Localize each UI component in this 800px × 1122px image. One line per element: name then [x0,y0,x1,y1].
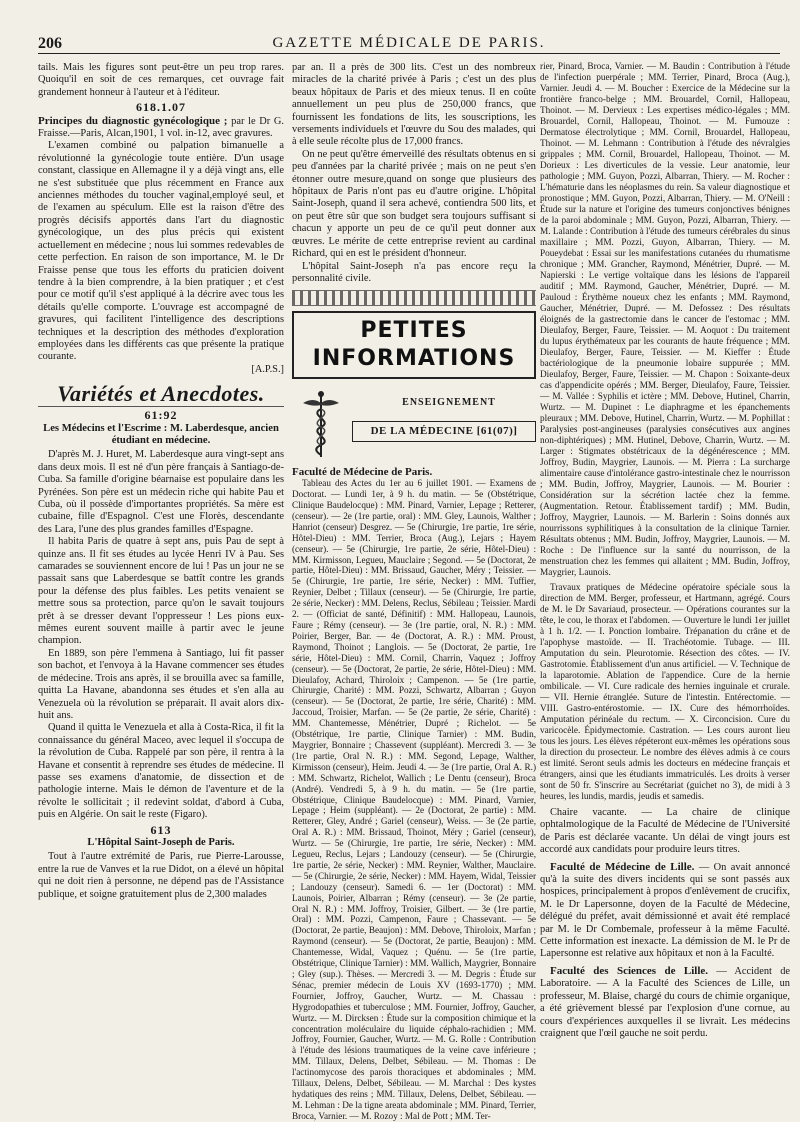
anecdote-paragraph: Quand il quitta le Venezuela et alla à Costa-Rica, il fit la connaissance du général Maceo, avec lequel il s'occupa de la révolution de Cuba. Rappelé par son père, il rentra à la Havane et consentit à reprendre ses études de médecine. Il passe ses examens d'anatomie, de dissection et de pathologie interne. Mais le démon de l'aventure et de la révolte le sollicitait ; il redevint soldat, d'abord à Cuba, puis en Algérie. On sait le reste (Figaro). [38,722,284,821]
caduceus-icon [298,389,344,459]
anecdote-title: L'Hôpital Saint-Joseph de Paris. [87,836,235,848]
anecdote-paragraph: Il habita Paris de quatre à sept ans, puis Pau de sept à quinze ans. Il fit ses études au lycée Henri IV à Pau. Ses camarades se souviennent encore de lui ! Pas un jour ne se passait sans que Laberdesque se battît contre les grands pour la défense des plus faibles. Les petits venaient se mettre sous sa protection, parce qu'on le savait toujours prêt à se dresser devant l'oppresseur ! Les pions eux-mêmes eurent souvent maille à partir avec le jeune champion. [38,536,284,647]
travaux-pratiques: Travaux pratiques de Médecine opératoire spéciale sous la direction de MM. Berger, professeur, et Hartmann, agrégé. Cours de M. le Dr Savariaud, prosecteur. — Opérations courantes sur la tête, le cou, le thorax et l'abdomen. — Ouverture le lundi 1er juillet à 1 h. 1/2. — I. Ponction lombaire. Trépanation du crâne et de l'apophyse mastoïde. — II. Trachéotomie. Tubage. — III. Amputation du sein. Pleurotomie. Résection des côtes. — IV. Gastrotomie. Établissement d'un anus artificiel. — V. Technique de la laparotomie. Ablation de l'appendice. Cure de la hernie ombilicale. — VI. Cure radicale des hernies inguinale et crurale. — VII. Hernie étranglée. Suture de l'intestin. Entérectomie. — VIII. Gastro-entérostomie. — IX. Cure des hémorrhoïdes. Amputation périnéale du rectum. — X. Circoncision. Cure du varicocèle. Épidymectomie. Castration. — Les cours auront lieu tous les jours. Les élèves répéteront eux-mêmes les opérations sous la direction du prosecteur. Le nombre des élèves admis à ce cours est limité. Seront seuls admis les docteurs en médecine français et étrangers, ainsi que les étudiants immatriculés. Les droits à verser sont de 50 fr. S'inscrire au Secrétariat (guichet no 3), de midi à 3 heures, les lundis, mardis, jeudis et samedis. [540,583,790,802]
hospital-paragraph: par an. Il a près de 300 lits. C'est un des nombreux miracles de la charité privée à Paris ; c'est un des plus beaux hôpitaux de Paris et des mieux tenus. Il en coûte annuellement un peu plus de 250,000 francs, que fournissent les fondations de lits, les souscriptions, les versements individuels et l'œuvre du Sou des malades, qui à elle seule récolte plus de 17,000 francs. [292,62,536,148]
faculty-paris-title: Faculté de Médecine de Paris. [292,466,433,479]
anecdote-title: Les Médecins et l'Escrime : M. Laberdesque, ancien étudiant en médecine. [43,422,279,446]
faculty-lille-sciences-title: Faculté des Sciences de Lille. [550,964,709,977]
journal-title: GAZETTE MÉDICALE DE PARIS. [272,35,546,51]
review-item-number: 618.1.07 [136,100,186,115]
anecdote-paragraph: Tout à l'autre extrémité de Paris, rue Pierre-Larousse, entre la rue de Vanves et la rue Didot, on a élevé un hôpital qui ne doit rien à personne, ne dépend pas de l'Assistance publique, et soigne gratuitement plus de 2,300 malades [38,851,284,900]
enseignement-subtitle: DE LA MÉDECINE [61(07)] [352,421,536,441]
review-signature: [A.P.S.] [251,363,284,375]
book-title: Principes du diagnostic gynécologique ; [38,114,228,127]
review-body: L'examen combiné ou palpation bimanuelle a révolutionné la gynécologie toute entière. D'un usage constant, classique en Allemagne il y a déjà vingt ans, elle ne s'est substituée que plus récemment en France aux anciennes méthodes du toucher vaginal,employé seul, et de l'examen au spéculum. Elle est la raison d'être des progrès décisifs apportés dans l'art du diagnostic gynécologique, un des plus précis qui existent actuellement en médecine ; nous lui sommes redevables de cette perfection. En raison de son importance, M. le Dr Fraisse pense que tous les efforts du praticien doivent tendre à la bien comprendre, à la bien pratiquer ; et c'est pour ce motif qu'il s'est appliqué à la décrire avec tous les détails qu'elle comporte. L'ouvrage est accompagné de gravures, qui facilitent l'intelligence des descriptions techniques et la description des méthodes d'exploration employées dans les différents cas que présente la pratique courante. [38,140,284,363]
anecdote-paragraph: En 1889, son père l'emmena à Santiago, lui fit passer son bachot, et l'envoya à la Havane commencer ses études de médecine. Trois ans après, il se brouilla avec sa famille, quitta La Havane, abandonna ses études et s'en alla au Venezuela où la révolution se préparait. Il avait alors dix-huit ans. [38,647,284,721]
page-number: 206 [38,35,62,52]
banner-title-line: PETITES [360,318,468,344]
anecdote-paragraph: D'après M. J. Huret, M. Laberdesque aura vingt-sept ans dans deux mois. Il est né d'un père français à Santiago-de-Cuba. Sa famille d'origine béarnaise est populaire dans les Pyrénées. Son père est un médecin riche qui habite Pau et Cuba, où il possède d'importantes propriétés. Sa mère est cubaine, fille d'Espagnol. C'est une Florès, descendante des Lara, l'une des plus grandes familles d'Espagne. [38,449,284,535]
faculty-paris-schedule: Tableau des Actes du 1er au 6 juillet 1901. — Examens de Doctorat. — Lundi 1er, à 9 h. du matin. — 5e (Obstétrique, Clinique Baudelocque) : MM. Pinard, Varnier, Lepage ; Retterer, (censeur). — 2e (1re partie, oral) : MM. Gley, Launois, Walther ; Hanriot (censeur) Desgrez. — 5e (Chirurgie, 1re partie, 1re série, Hôtel-Dieu) : MM. Terrier, Broca (Aug.), Lejars ; Hayem (censeur). — 5e (Chirurgie, 1re partie, 2e série, Hôtel-Dieu) : MM. Kirmisson, Legueu, Mauclaire ; Segond. — 5e (Doctorat, 2e partie, Hôtel-Dieu) : MM. Brissaud, Gaucher, Méry ; Teissier. — 5e (Chirurgie, 1re partie, 1re série, Necker) : MM. Tuffier, Reynier, Delbet ; Tillaux (censeur). — 5e (Chirurgie, 1re partie, 2e série, Necker) : MM. Delens, Reclus, Sébileau ; Teissier. Mardi 2. — (Officiat de santé, Définitif) : MM. Hallopeau, Launois, Faure ; Rémy (censeur). — 3e (1re partie, oral, N. R.) : MM. Poirier, Berger, Bar. — 4e (Doctorat, A. R.) : MM. Proust, Raymond, Thoinot ; Langlois. — 5e (Doctorat, 2e partie, 1re série, Hôtel-Dieu) : MM. Cornil, Charrin, Vaquez ; Joffroy (censeur). — 5e (Doctorat, 2e partie, 2e série, Hôtel-Dieu) : MM. Dieulafoy, Achard, Thiroloix ; Campenon. — 5e (1re partie, Chirurgie, Charité) : MM. Pozzi, Schwartz, Albarran ; Guyon (censeur). — 5e (Doctorat, 2e partie, 1re série, Charité) : MM. Jaccoud, Troisier, Marfan. — 5e (2e partie, 2e série, Charité) : MM. Chantemesse, Ménétrier, Dupré ; Richelot. — 5e (Obstétrique, 1re partie, Clinique Tarnier) : MM. Budin, Maygrier, Bonnaire ; Chassevent (suppléant). Mercredi 3. — 3e (1re partie, Oral N. R.) : MM. Segond, Lepage, Walther, Kirmisson (censeur), Heim. Jeudi 4. — 3e (1re partie, Oral A. R.) : MM. Schwartz, Richelot, Wallich ; Le Dentu (censeur), Broca (André). Vendredi 5, à 9 h. du matin. — 5e (1re partie, Obstétrique, Clinique Baudelocque) : MM. Pinard, Varnier, Lepage ; Heim (suppléant). — 2e (Doctorat, 2e partie) : MM. Retterer, Gley, André ; Gariel (censeur), Weiss. — 3e (2e partie, Oral A. R.) : MM. Brissaud, Thoinot, Méry ; Gariel (censeur), Wurtz. — 5e (Chirurgie, 1re partie, 1re série, Necker) : MM. Legueu, Reclus, Lejars ; Landouzy (censeur). — 5e (Chirurgie, 1re partie, 2e série, Necker) : MM. Reynier, Walther, Mauclaire. — 5e (Chirurgie, 2e série, Necker) : MM. Hayem, Widal, Teissier ; Landouzy (censeur). Samedi 6. — 1er (Doctorat) : MM. Launois, Poirier, Albarran ; Rémy (censeur). — 3e (2e partie, Oral N. R.) : MM. Joffroy, Troisier, Gilbert. — 3e (1re partie, Oral) : MM. Pozzi, Campenon, Faure ; Chassevant. — 5e (Doctorat, 2e partie, Beaujon) : MM. Debove, Thiroloix, Marfan ; Raymond (censeur). — 5e (Doctorat, 2e partie, Beaujon) : MM. Chantemesse, Widal, Vaquez ; Quénu. — 5e (1re partie, Obstétrique, Clinique Tarnier) : MM. Wallich, Maygrier, Bonnaire ; Gley (sup.). Thèses. — Mercredi 3. — M. Degris : Étude sur Sénac, premier médecin de Louis XV (1693-1770) ; MM. Fournier, Joffroy, Gaucher, Wurtz. — M. Chassau : Hygrodopathies et tuberculose ; MM. Fournier, Joffroy, Gaucher, Wurtz. — M. Dircksen : Étude sur la composition chimique et la concentration moléculaire du liquide céphalo-rachidien ; MM. Joffroy, Fournier, Gaucher, Wurtz. — M. G. Rolle : Contribution à l'étude des lésions traumatiques de la veine cave inférieure ; MM. Tillaux, Delens, Delbet, Sébileau. — M. Thomas : De l'actinomycose des parois thoraciques et abdominales ; MM. Tillaux, Delens, Delbet, Sébileau. — M. Marchal : Des kystes hydatiques des reins ; MM. Tillaux, Delens, Delbet, Sébileau. — M. Lehman : De la tigne areata abdominale ; MM. Pinard, Terrier, Broca, Varnier. — M. Rozoy : Mal de Pott ; MM. Ter- [292,478,536,1121]
ornamental-border [292,290,536,306]
anecdote-number: 61:92 [144,408,178,423]
page-header [38,35,780,54]
hospital-paragraph: On ne peut qu'être émerveillé des résultats obtenus en si peu d'années par la charité privée ; mais on ne peut s'en étonner outre mesure,quand on songe que plusieurs des hôpitaux de Paris n'ont pas eu d'autre origine. L'hôpital Saint-Joseph, quand il sera achevé, contiendra 500 lits, et on peut être sûr que son budget sera toujours suffisant si chacun y apporte un peu de ce qu'il peut donner aux œuvres. Le mérite de cette entreprise revient au cardinal Richard, qui en est le président d'honneur. [292,148,536,260]
column-right [540,62,790,1040]
anecdote-number: 613 [150,822,172,837]
banner-title-line: INFORMATIONS [312,346,516,372]
enseignement-heading [292,383,536,463]
hospital-paragraph: L'hôpital Saint-Joseph n'a pas encore reçu la personnalité civile. [292,260,536,284]
faculty-lille-medicine-title: Faculté de Médecine de Lille. [550,860,695,873]
column-left [38,62,284,1040]
column-middle [292,62,536,1121]
faculty-lille-sciences-text: — Accident de Laboratoire. — A la Faculté des Sciences de Lille, un professeur, M. Blaise, chargé du cours de chimie organique, a été grièvement blessé par l'explosion d'une cornue, au cours d'expériences auxquelles il se livrait. Les médecins craignent que l'œil gauche ne soit perdu. [540,965,790,1039]
theses-continued: rier, Pinard, Broca, Varnier. — M. Baudin : Contribution à l'étude de l'infection puerpérale ; MM. Terrier, Pinard, Broca (Aug.), Varnier. Jeudi 4. — M. Boucher : Exercice de la Médecine sur la frontière franco-belge ; MM. Brouardel, Cornil, Hallopeau, Thoinot. — M. Dervieux : Les expertises médico-légales ; MM. Brouardel, Cornil, Hallopeau, Thoinot. — M. Fumouze : Dermatose électrolytique ; MM. Cornil, Brouardel, Hallopeau, Thoinot. — M. Lehmann : Contribution à l'étude des névralgies grippales ; MM. Cornil, Brouardel, Hallopeau, Thoinot. — M. Dorieux : Les diverticules de la vessie. Leur anatomie, leur pathologie ; MM. Guyon, Pozzi, Albarran, Thiery. — M. Rocher : L'hématurie dans les néoplasmes du rein. Sa valeur diagnostique et pronostique ; MM. Guyon, Pozzi, Albarran, Thiery. — M. O'Neill : Étude sur la nature et l'origine des tumeurs conjonctives bénignes de la paroi abdominale ; MM. Guyon, Pozzi, Albarran, Thiery. — M. Lalande : Contribution à l'étude des tumeurs cérébrales du sinus maxillaire ; MM. Pozzi, Guyon, Albarran, Thiery. — M. Poueydebat : Essai sur les manifestations cutanées du rhumatisme chronique ; MM. Grancher, Raymond, Ménétrier, Dupré. — M. Napierski : Le vertige voltaïque dans les lésions de l'appareil auditif ; MM. Raymond, Gaucher, Ménétrier, Dupré. — M. Pauloud : Érythème noueux chez les enfants ; MM. Raymond, Gaucher, Ménétrier, Dupré. — M. Defossez : Des résultats éloignés de la gastrectomie dans le cancer de l'estomac ; MM. Dieulafoy, Berger, Faure, Teissier. — M. Aoquot : Du traitement du lupus érythémateux par les courants de haute fréquence ; MM. Dieulafoy, Berger, Faure, Teissier. — M. Kieffer : Étude bactériologique de la pneumonie lobaire suppurée ; MM. Dieulafoy, Berger, Faure, Teissier. — M. Chapon : Soixante-deux cas d'appendicite opérés ; MM. Berger, Dieulafoy, Faure, Teissier. — M. Vallée : Syphilis et ictère ; MM. Debove, Hutinel, Charrin, Wurtz. — M. Dupinet : Le diaphragme et les épanchements pleuraux ; MM. Debove, Hutinel, Charrin, Wurtz. — M. Pophillat : Paralysies post-angineuses (paralysies consécutives aux angines non-diphtériques) ; MM. Hutinel, Debove, Charrin, Wurtz. — M. Larger : Stigmates obstétricaux de la dégénérescence ; MM. Joffroy, Budin, Maygrier, Launois. — M. Pierra : La surcharge alimentaire cause d'intolérance gastro-intestinale chez le nourrisson ; MM. Budin, Joffroy, Maygrier, Launois. — M. Bourier : Considération sur la sécrétion lactée chez la femme. (Augmentation. Retour. Établissement tardif) ; MM. Budin, Joffroy, Maygrier, Launois. — M. Barlerin : Soins donnés aux nourrissons syphilitiques à la consultation de la clinique Tarnier. Résultats obtenus ; MM. Budin, Joffroy, Maygrier, Launois. — M. Roche : De l'influence sur la santé du nourrisson, de la menstruation chez les femmes qui allaitent ; MM. Budin, Joffroy, Maygrier, Launois. [540,62,790,578]
chaire-vacante: Chaire vacante. — La chaire de clinique ophtalmologique de la Faculté de Médecine de l'Université de Paris est déclarée vacante. Un délai de vingt jours est accordé aux candidats pour produire leurs titres. [540,807,790,856]
enseignement-title: ENSEIGNEMENT [402,397,496,409]
section-title-varietes: Variétés et Anecdotes. [38,382,284,407]
book-meta: par le Dr G. Fraisse.—Paris, Alcan,1901, 1 vol. in-12, avec gravures. [38,115,284,140]
faculty-lille-medicine-text: — On avait annoncé qu'à la suite des divers incidents qui se sont passés aux hospices, principalement à propos d'enlèvement de crucifix, M. le Dr Lapersonne, doyen de la Faculté de Médecine, délégué du préfet, avait démissionné et avait été remplacé par M. le Dr Combemale, professeur à la même Faculté. Cette information est inexacte. La démission de M. le Pr de Lapersonne est relative aux hôpitaux et non à la Faculté. [540,861,790,960]
review-intro: tails. Mais les figures sont peut-être un peu trop rares. Quoiqu'il en soit de ces remarques, cet ouvrage fait grandement honneur à l'auteur et à l'éditeur. [38,62,284,98]
petites-informations-banner [292,311,536,379]
